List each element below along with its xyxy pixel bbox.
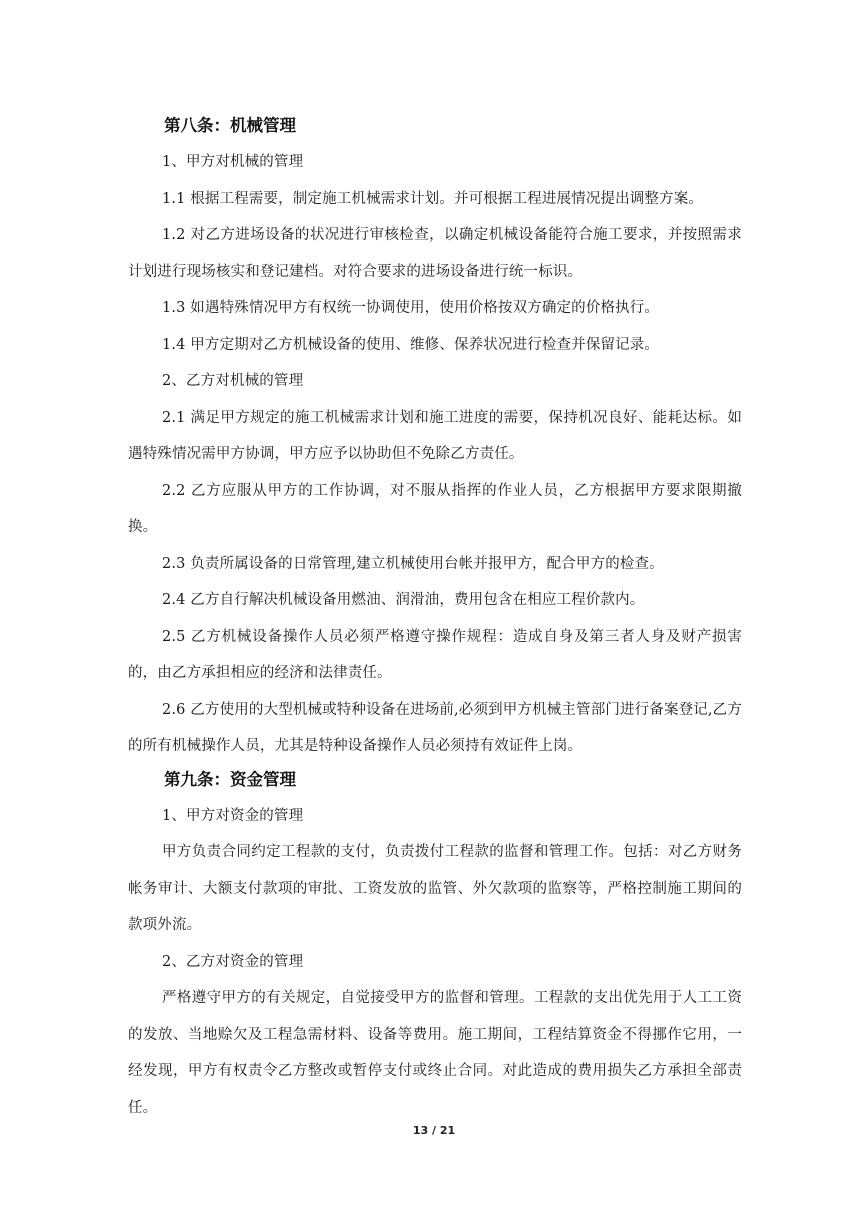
section-9-title: 第九条：资金管理 — [164, 769, 296, 789]
section-8-title: 第八条：机械管理 — [164, 116, 296, 135]
section-8-paragraph-1-3: 1.3 如遇特殊情况甲方有权统一协调使用，使用价格按双方确定的价格执行。 — [162, 300, 660, 316]
section-9-subheading-1: 1、甲方对资金的管理 — [162, 807, 304, 824]
section-8-paragraph-2-1: 2.1 满足甲方规定的施工机械需求计划和施工进度的需要，保持机况良好、能耗达标。如遇特殊情况需甲方协调，甲方应予以协助但不免除乙方责任。 — [128, 409, 742, 462]
section-8-subheading-2: 2、乙方对机械的管理 — [162, 373, 304, 389]
section-8-paragraph-1-2: 1.2 对乙方进场设备的状况进行审核检查，以确定机械设备能符合施工要求，并按照需求计划进行现场核实和登记建档。对符合要求的进场设备进行统一标识。 — [128, 227, 742, 280]
section-8-subheading-1: 1、甲方对机械的管理 — [162, 154, 304, 170]
section-9-paragraph-1: 甲方负责合同约定工程款的支付，负责拨付工程款的监督和管理工作。包括：对乙方财务帐务审计、大额支付款项的审批、工资发放的监管、外欠款项的监察等，严格控制施工期间的款项外流。 — [128, 844, 742, 933]
section-9-paragraph-2: 严格遵守甲方的有关规定，自觉接受甲方的监督和管理。工程款的支出优先用于人工工资的发放、当地赊欠及工程急需材料、设备等费用。施工期间，工程结算资金不得挪作它用，一经发现，甲方有权责令乙方整改或暂停支付或终止合同。对此造成的费用损失乙方承担全部责任。 — [128, 990, 742, 1116]
page-number: 13 / 21 — [412, 1124, 456, 1137]
section-8-paragraph-2-2: 2.2 乙方应服从甲方的工作协调，对不服从指挥的作业人员，乙方根据甲方要求限期撤换。 — [128, 482, 742, 535]
section-8-paragraph-2-4: 2.4 乙方自行解决机械设备用燃油、润滑油，费用包含在相应工程价款内。 — [162, 592, 645, 608]
section-8-paragraph-1-1: 1.1 根据工程需要，制定施工机械需求计划。并可根据工程进展情况提出调整方案。 — [162, 190, 704, 207]
section-8-paragraph-1-4: 1.4 甲方定期对乙方机械设备的使用、维修、保养状况进行检查并保留记录。 — [162, 336, 660, 353]
section-9-subheading-2: 2、乙方对资金的管理 — [162, 953, 304, 970]
document-body — [128, 111, 742, 1126]
section-8-paragraph-2-3: 2.3 负责所属设备的日常管理,建立机械使用台帐并报甲方，配合甲方的检查。 — [162, 555, 664, 572]
section-8-paragraph-2-6: 2.6 乙方使用的大型机械或特种设备在进场前,必须到甲方机械主管部门进行备案登记,乙方的所有机械操作人员，尤其是特种设备操作人员必须持有效证件上岗。 — [128, 701, 742, 754]
section-8-paragraph-2-5: 2.5 乙方机械设备操作人员必须严格遵守操作规程：造成自身及第三者人身及财产损害的，由乙方承担相应的经济和法律责任。 — [128, 628, 742, 681]
